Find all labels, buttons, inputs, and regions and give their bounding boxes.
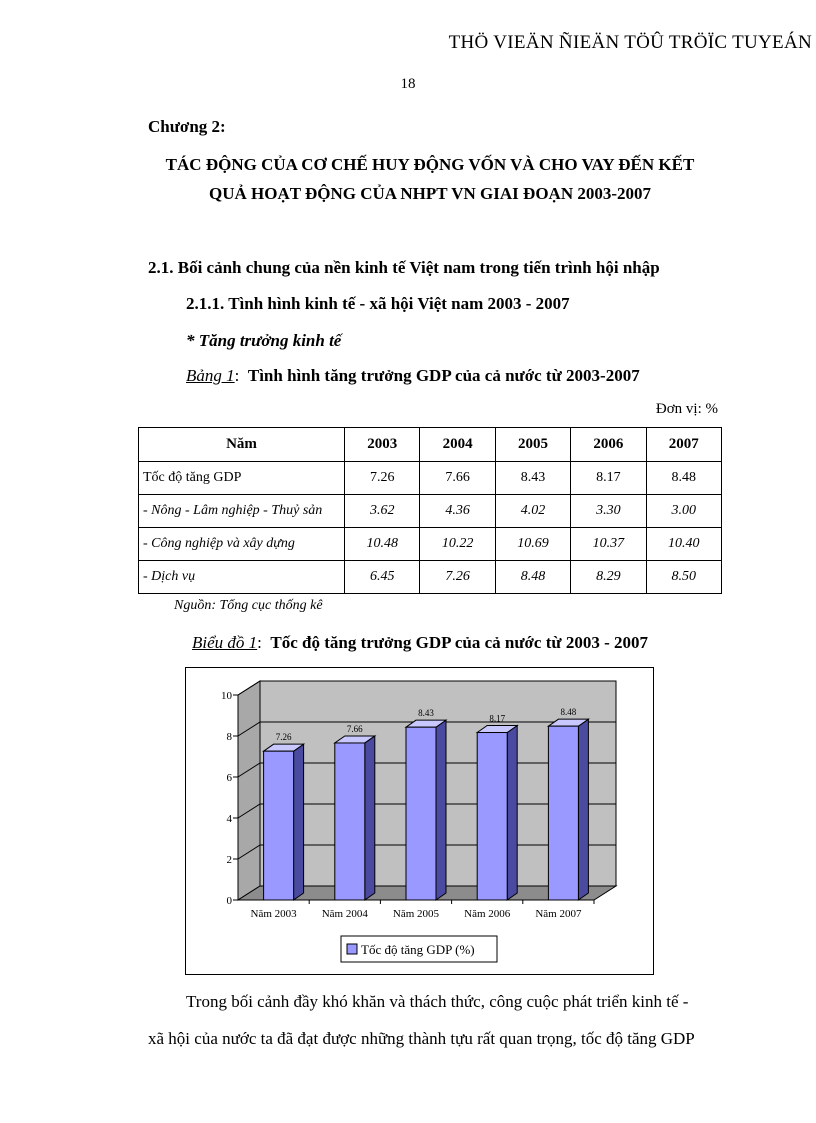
chart-side-wall: [238, 681, 260, 900]
header-cell: 2004: [420, 428, 495, 462]
chart-caption-label: Biểu đồ 1: [192, 633, 258, 652]
legend-label: Tốc độ tăng GDP (%): [361, 942, 475, 957]
bar-side: [436, 720, 446, 900]
bar-side: [365, 736, 375, 900]
table-cell: 10.22: [420, 528, 495, 561]
table-cell: 3.30: [571, 495, 646, 528]
data-label: 7.26: [275, 732, 292, 743]
x-tick-label: Năm 2004: [321, 908, 368, 920]
subsection-heading: 2.1.1. Tình hình kinh tế - xã hội Việt nam 2003 - 2007: [186, 294, 570, 313]
page-number: 18: [400, 76, 416, 92]
table-row: [139, 462, 722, 495]
x-tick-label: Năm 2006: [464, 908, 511, 920]
table-caption-label: Bảng 1: [186, 366, 235, 385]
chapter-title-line-1: TÁC ĐỘNG CỦA CƠ CHẾ HUY ĐỘNG VỐN VÀ CHO VAY ĐẾN KẾT: [165, 155, 695, 174]
gdp-bar-chart: [186, 668, 653, 974]
header-cell: 2006: [571, 428, 646, 462]
chapter-label: Chương 2:: [148, 117, 226, 136]
table-cell: 10.48: [345, 528, 420, 561]
table-cell: 8.17: [571, 462, 646, 495]
data-label: 7.66: [346, 723, 363, 734]
header-cell: 2007: [646, 428, 721, 462]
table-row: [139, 495, 722, 528]
y-tick-label: 2: [226, 854, 232, 866]
header-cell: 2005: [495, 428, 570, 462]
bar: [477, 733, 507, 900]
x-tick-label: Năm 2003: [250, 908, 297, 920]
table-cell: 10.37: [571, 528, 646, 561]
table-header-row: [139, 428, 722, 462]
header-cell: Năm: [139, 428, 345, 462]
table-source: Nguồn: Tổng cục thống kê: [174, 598, 323, 613]
table-cell: 3.00: [646, 495, 721, 528]
bar: [406, 727, 436, 900]
data-label: 8.48: [560, 707, 577, 718]
table-row: [139, 561, 722, 594]
data-label: 8.43: [418, 708, 434, 719]
y-tick-label: 6: [226, 772, 232, 784]
table-cell: 8.48: [495, 561, 570, 594]
paragraph-line-2: xã hội của nước ta đã đạt được những thành tựu rất quan trọng, tốc độ tăng GDP: [148, 1029, 695, 1048]
table-cell: 4.36: [420, 495, 495, 528]
page-header: THÖ VIEÄN ÑIEÄN TÖÛ TRÖÏC TUYEÁN: [448, 32, 812, 53]
bar-side: [507, 726, 517, 900]
table-cell: 7.26: [345, 462, 420, 495]
y-tick-label: 10: [221, 690, 232, 702]
legend-swatch: [347, 944, 357, 954]
table-cell: 8.48: [646, 462, 721, 495]
header-cell: 2003: [345, 428, 420, 462]
bar: [264, 751, 294, 900]
data-label: 8.17: [489, 713, 506, 724]
table-cell: 10.69: [495, 528, 570, 561]
paragraph-line-1: Trong bối cảnh đầy khó khăn và thách thức, công cuộc phát triển kinh tế -: [186, 992, 689, 1011]
y-tick-label: 8: [226, 731, 232, 743]
x-tick-label: Năm 2007: [535, 908, 582, 920]
table-caption: Bảng 1: Tình hình tăng trưởng GDP của cả nước từ 2003-2007: [186, 366, 640, 385]
table-caption-text: Tình hình tăng trưởng GDP của cả nước từ 2003-2007: [247, 366, 640, 385]
table-cell: 3.62: [345, 495, 420, 528]
row-label: - Công nghiệp và xây dựng: [139, 528, 345, 561]
gdp-table: [138, 427, 722, 594]
unit-label: Đơn vị: %: [655, 401, 718, 417]
table-cell: 8.29: [571, 561, 646, 594]
table-cell: 6.45: [345, 561, 420, 594]
chart-caption: Biểu đồ 1: Tốc độ tăng trưởng GDP của cả nước từ 2003 - 2007: [192, 633, 649, 652]
x-tick-label: Năm 2005: [392, 908, 440, 920]
bar-side: [578, 719, 588, 900]
y-tick-label: 4: [226, 813, 232, 825]
section-heading: 2.1. Bối cảnh chung của nền kinh tế Việt nam trong tiến trình hội nhập: [148, 258, 660, 277]
bar-side: [294, 744, 304, 900]
chart-caption-text: Tốc độ tăng trưởng GDP của cả nước từ 2003 - 2007: [270, 633, 649, 652]
growth-heading: * Tăng trưởng kinh tế: [186, 331, 342, 350]
table-cell: 8.50: [646, 561, 721, 594]
bar: [335, 743, 365, 900]
table-cell: 7.66: [420, 462, 495, 495]
table-row: [139, 528, 722, 561]
table-cell: 4.02: [495, 495, 570, 528]
bar: [548, 726, 578, 900]
chapter-title-line-2: QUẢ HOẠT ĐỘNG CỦA NHPT VN GIAI ĐOẠN 2003-2007: [208, 184, 652, 203]
y-tick-label: 0: [226, 895, 232, 907]
table-cell: 10.40: [646, 528, 721, 561]
chapter-title: [140, 150, 720, 208]
row-label: - Nông - Lâm nghiệp - Thuỷ sản: [139, 495, 345, 528]
table-cell: 7.26: [420, 561, 495, 594]
row-label: - Dịch vụ: [139, 561, 345, 594]
chart-frame: [185, 667, 654, 975]
table-cell: 8.43: [495, 462, 570, 495]
row-label: Tốc độ tăng GDP: [139, 462, 345, 495]
